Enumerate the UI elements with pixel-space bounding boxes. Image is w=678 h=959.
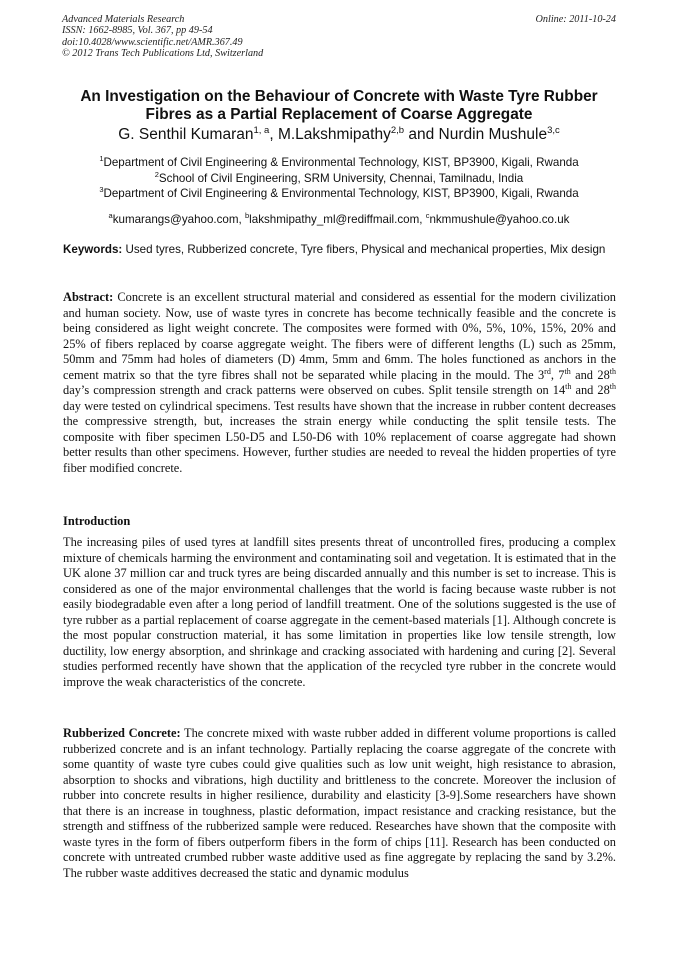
ordinal-suffix: th	[609, 382, 617, 392]
affiliation	[40, 186, 638, 202]
abstract-text: , 7	[550, 367, 565, 382]
affiliation	[40, 155, 638, 171]
title-line-1: An Investigation on the Behaviour of Concrete with Waste Tyre Rubber	[80, 88, 598, 105]
copyright-line: © 2012 Trans Tech Publications Ltd, Switzerland	[62, 48, 264, 60]
email-separator: ,	[419, 213, 426, 226]
email-mark: c	[425, 211, 430, 221]
affiliation-text: Department of Civil Engineering & Environmental Technology, KIST, BP3900, Kigali, Rwanda	[103, 156, 579, 169]
title-line-2: Fibres as a Partial Replacement of Coarse Aggregate	[145, 106, 533, 123]
rubberized-heading: Rubberized Concrete:	[63, 726, 181, 740]
email-link[interactable]: nkmmushule@yahoo.co.uk	[429, 213, 570, 226]
keywords-text: Used tyres, Rubberized concrete, Tyre fibers, Physical and mechanical properties, Mix design	[122, 243, 606, 256]
author-name: M.Lakshmipathy	[277, 126, 391, 143]
author-separator: ,	[269, 126, 278, 143]
ordinal-suffix: th	[565, 382, 572, 392]
journal-name: Advanced Materials Research	[62, 14, 185, 25]
abstract-text: day were tested on cylindrical specimens. Test results have shown that the increase in rubber content decreases the compressive strength, but, increases the strain energy while conducting the split tensile tests. The composite with fiber specimen L50-D5 and L50-D6 with 10% replacement of coarse aggregate had shown better results than other specimens. However, further studies are needed to reveal the hidden properties of tyre fiber modified concrete.	[63, 398, 616, 476]
author-name: G. Senthil Kumaran	[118, 126, 254, 143]
abstract-text: day’s compression strength and crack patterns were observed on cubes. Split tensile strength on 14	[63, 383, 566, 398]
abstract-label: Abstract:	[63, 290, 114, 304]
ordinal-suffix: th	[564, 366, 571, 376]
email-mark: a	[108, 211, 113, 221]
email-link[interactable]: kumarangs@yahoo.com	[112, 213, 239, 226]
affiliation-mark: 3	[99, 185, 104, 195]
author-list	[20, 126, 658, 144]
abstract-text: Concrete is an excellent structural material and considered as essential for the modern civilization and human society. Now, use of waste tyres in concrete has become technically feasible and the concrete is being considered as light weight concrete. The composites were formed with 0%, 5%, 10%, 15%, 20% and 25% of fibers replaced by coarse aggregate weight. The fibers were of different lengths (L) such as 25mm, 50mm and 75mm had holes of diameters (D) 4mm, 5mm and 6mm. The holes functioned as anchors in the cement matrix so that the tyre fibres shall not be separated while placing in the mould. The 3	[63, 290, 616, 382]
abstract	[63, 290, 616, 477]
email-separator: ,	[238, 213, 245, 226]
email-link[interactable]: lakshmipathy_ml@rediffmail.com	[249, 213, 420, 226]
abstract-text: and 28	[570, 367, 610, 382]
doi-line: doi:10.4028/www.scientific.net/AMR.367.49	[62, 36, 243, 48]
author-affil-mark: 2,b	[390, 124, 405, 136]
issn-line: ISSN: 1662-8985, Vol. 367, pp 49-54	[62, 25, 213, 37]
author-affil-mark: 3,c	[547, 124, 560, 136]
paper-title	[40, 88, 638, 124]
affiliation-list	[40, 155, 638, 202]
introduction-heading: Introduction	[63, 514, 131, 528]
keywords	[63, 242, 616, 258]
abstract-text: and 28	[571, 383, 610, 398]
journal-header	[62, 14, 616, 60]
affiliation-mark: 2	[154, 169, 159, 179]
affiliation-text: Department of Civil Engineering & Environmental Technology, KIST, BP3900, Kigali, Rwanda	[103, 187, 579, 201]
author-separator: and	[404, 126, 439, 143]
ordinal-suffix: th	[609, 366, 616, 376]
ordinal-suffix: rd	[544, 366, 551, 376]
keywords-label: Keywords:	[63, 243, 123, 256]
email-list	[40, 212, 638, 227]
rubberized-concrete-paragraph	[63, 726, 616, 881]
affiliation-text: School of Civil Engineering, SRM University, Chennai, Tamilnadu, India	[158, 171, 524, 185]
rubberized-text: The concrete mixed with waste rubber added in different volume proportions is called rubberized concrete and is an infant technology. Partially replacing the coarse aggregate of the concrete with some quantity of waste tyre cubes could give qualities such as low unit weight, high resistance to abrasion, absorption to shocks and vibrations, high ductility and brittleness to the concrete. Moreover the inclusion of rubber into concrete results in higher resilience, durability and elasticity [3-9].Some researchers have shown that there is an increase in toughness, plastic deformation, impact resistance and cracking resistance, but the strength and stiffness of the rubberized sample were reduced. Researches have shown that the composite with waste tyres in the form of fibers outperform fibers in the form of chips [11]. Research has been conducted on concrete with untreated crumbed rubber waste additive used as fine aggregate by replacing the sand by 3.2%. The rubber waste additives decreased the static and dynamic modulus	[63, 726, 616, 880]
author-affil-mark: 1, a	[253, 124, 270, 136]
email-mark: b	[245, 211, 250, 221]
affiliation-mark: 1	[99, 154, 104, 164]
online-date: Online: 2011-10-24	[535, 14, 616, 25]
author-name: Nurdin Mushule	[438, 126, 548, 143]
introduction-paragraph: The increasing piles of used tyres at landfill sites presents threat of uncontrolled fires, producing a complex mixture of chemicals harming the environment and contaminating soil and vegetation. It is estimated that in the UK alone 37 million car and truck tyres are being discarded annually and this number is set to increase. This is considered as one of the major environmental challenges that the world is facing because waste rubber is not easily biodegradable even after a long period of landfill treatment. One of the solutions suggested is the use of tyre rubber as a partial replacement of coarse aggregate in the cement-based materials [1]. Although concrete is the most popular construction material, it has some limitation in properties like low tensile strength, low ductility, low energy absorption, and shrinkage and cracking associated with hardening and curing [2]. Several studies performed recently have shown that the application of the recycled tyre rubber in the concrete would improve the weak characteristics of the concrete.	[63, 535, 616, 689]
affiliation	[40, 171, 638, 187]
